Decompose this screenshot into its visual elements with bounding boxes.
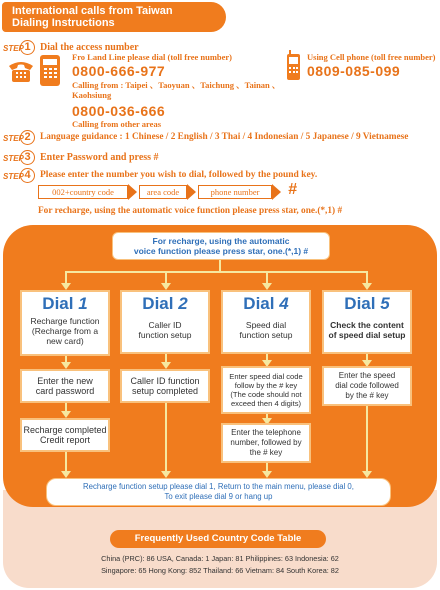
arrow-down-icon: [262, 471, 272, 478]
panel-return-line-2: To exit please dial 9 or hang up: [164, 492, 273, 501]
dial-1-description: Recharge function (Recharge from a new card): [30, 316, 100, 346]
arrow-down-icon: [161, 362, 171, 369]
connector-line: [366, 271, 368, 283]
step-4-label: STEP: [3, 172, 24, 181]
landline-calling-from-1b: Kaohsiung: [72, 90, 112, 100]
step-3-label: STEP: [3, 154, 24, 163]
dial-1-title: Dial 1: [42, 294, 88, 313]
panel-recharge-line-2: voice function please press star, one.(*,1) #: [133, 246, 309, 256]
pound-sign: #: [288, 181, 297, 198]
step-4-number: 4: [20, 168, 35, 183]
arrow-down-icon: [262, 283, 272, 290]
arrow-down-icon: [362, 283, 372, 290]
dial-4-step-telephone: Enter the telephone number, followed by the # key: [221, 423, 311, 463]
dial-5-step-speed-code: Enter the speed dial code followed by the # key: [322, 366, 412, 406]
step-1-text: Dial the access number: [40, 42, 139, 53]
arrow-right-icon: [128, 184, 137, 200]
title-line-1: International calls from Taiwan: [12, 5, 173, 17]
dial-4-title: Dial 4: [243, 294, 289, 313]
connector-line: [165, 271, 167, 283]
country-codes-line-2: Singapore: 65 Hong Kong: 852 Thailand: 66 Vietnam: 84 South Korea: 82: [101, 566, 339, 575]
connector-line: [65, 271, 367, 273]
landline-number-1: 0800-666-977: [72, 63, 166, 79]
payphone-icon: [38, 54, 62, 88]
step-1-number: 1: [20, 40, 35, 55]
step-2-text: Language guidance : 1 Chinese / 2 English / 3 Thai / 4 Indonesian / 5 Japanese / 9 Vietnamese: [40, 132, 409, 142]
dial-4-box: [221, 290, 311, 354]
step-4-text: Please enter the number you wish to dial, followed by the pound key.: [40, 170, 318, 180]
connector-line: [65, 452, 67, 472]
dial-2-title: Dial 2: [142, 294, 188, 313]
step-2-number: 2: [20, 130, 35, 145]
arrow-down-icon: [61, 283, 71, 290]
recharge-note: For recharge, using the automatic voice function please press star, one.(*,1) #: [38, 206, 343, 216]
format-box-phone-number: phone number: [198, 185, 272, 199]
landline-number-2: 0800-036-666: [72, 103, 166, 119]
country-table-title: Frequently Used Country Code Table: [110, 530, 326, 548]
landline-calling-from-1: Calling from : Taipei 、Taoyuan 、Taichung 、Tainan 、: [72, 80, 281, 90]
dial-1-box: [20, 290, 110, 356]
dial-5-box: [322, 290, 412, 354]
title-banner: [2, 2, 226, 32]
panel-return-line-1: Recharge function setup please dial 1, Return to the main menu, please dial 0,: [83, 482, 354, 491]
arrow-down-icon: [61, 362, 71, 369]
arrow-down-icon: [61, 411, 71, 418]
connector-line: [366, 406, 368, 472]
dial-2-description: Caller ID function setup: [138, 320, 192, 340]
arrow-right-icon: [187, 184, 196, 200]
step-3-text: Enter Password and press #: [40, 152, 159, 163]
arrow-down-icon: [61, 471, 71, 478]
dial-2-step-completed: Caller ID function setup completed: [120, 369, 210, 403]
dial-5-title: Dial 5: [344, 294, 390, 313]
arrow-down-icon: [362, 471, 372, 478]
title-line-2: Dialing Instructions: [12, 17, 115, 29]
dial-2-box: [120, 290, 210, 354]
cell-number: 0809-085-099: [307, 63, 401, 79]
cell-heading: Using Cell phone (toll free number): [307, 52, 436, 62]
format-box-area-code: area code: [139, 185, 187, 199]
arrow-down-icon: [161, 283, 171, 290]
dial-4-description: Speed dial function setup: [239, 320, 293, 340]
arrow-right-icon: [272, 184, 281, 200]
telephone-icon: [6, 58, 36, 84]
connector-line: [65, 271, 67, 283]
dial-5-description: Check the content of speed dial setup: [328, 320, 406, 340]
dial-4-step-speed-code: Enter speed dial code follow by the # key (The code should not exceed then 4 digits): [221, 366, 311, 414]
step-3-number: 3: [20, 150, 35, 165]
panel-return-instruction: [46, 478, 391, 506]
panel-recharge-line-1: For recharge, using the automatic: [152, 236, 290, 246]
dial-1-step-new-card: Enter the new card password: [20, 369, 110, 403]
landline-heading: Fro Land Line please dial (toll free number): [72, 52, 233, 62]
step-1-label: STEP: [3, 44, 24, 53]
cellphone-icon: [285, 50, 303, 82]
country-codes-line-1: China (PRC): 86 USA, Canada: 1 Japan: 81 Philippines: 63 Indonesia: 62: [101, 554, 339, 563]
connector-line: [266, 271, 268, 283]
panel-recharge-instruction: [112, 232, 330, 260]
dial-1-step-recharge-completed: Recharge completed Credit report: [20, 418, 110, 452]
landline-calling-from-2: Calling from other areas: [72, 119, 162, 129]
connector-line: [165, 403, 167, 472]
arrow-down-icon: [161, 471, 171, 478]
step-2-label: STEP: [3, 134, 24, 143]
format-box-country-code: 002+country code: [38, 185, 128, 199]
